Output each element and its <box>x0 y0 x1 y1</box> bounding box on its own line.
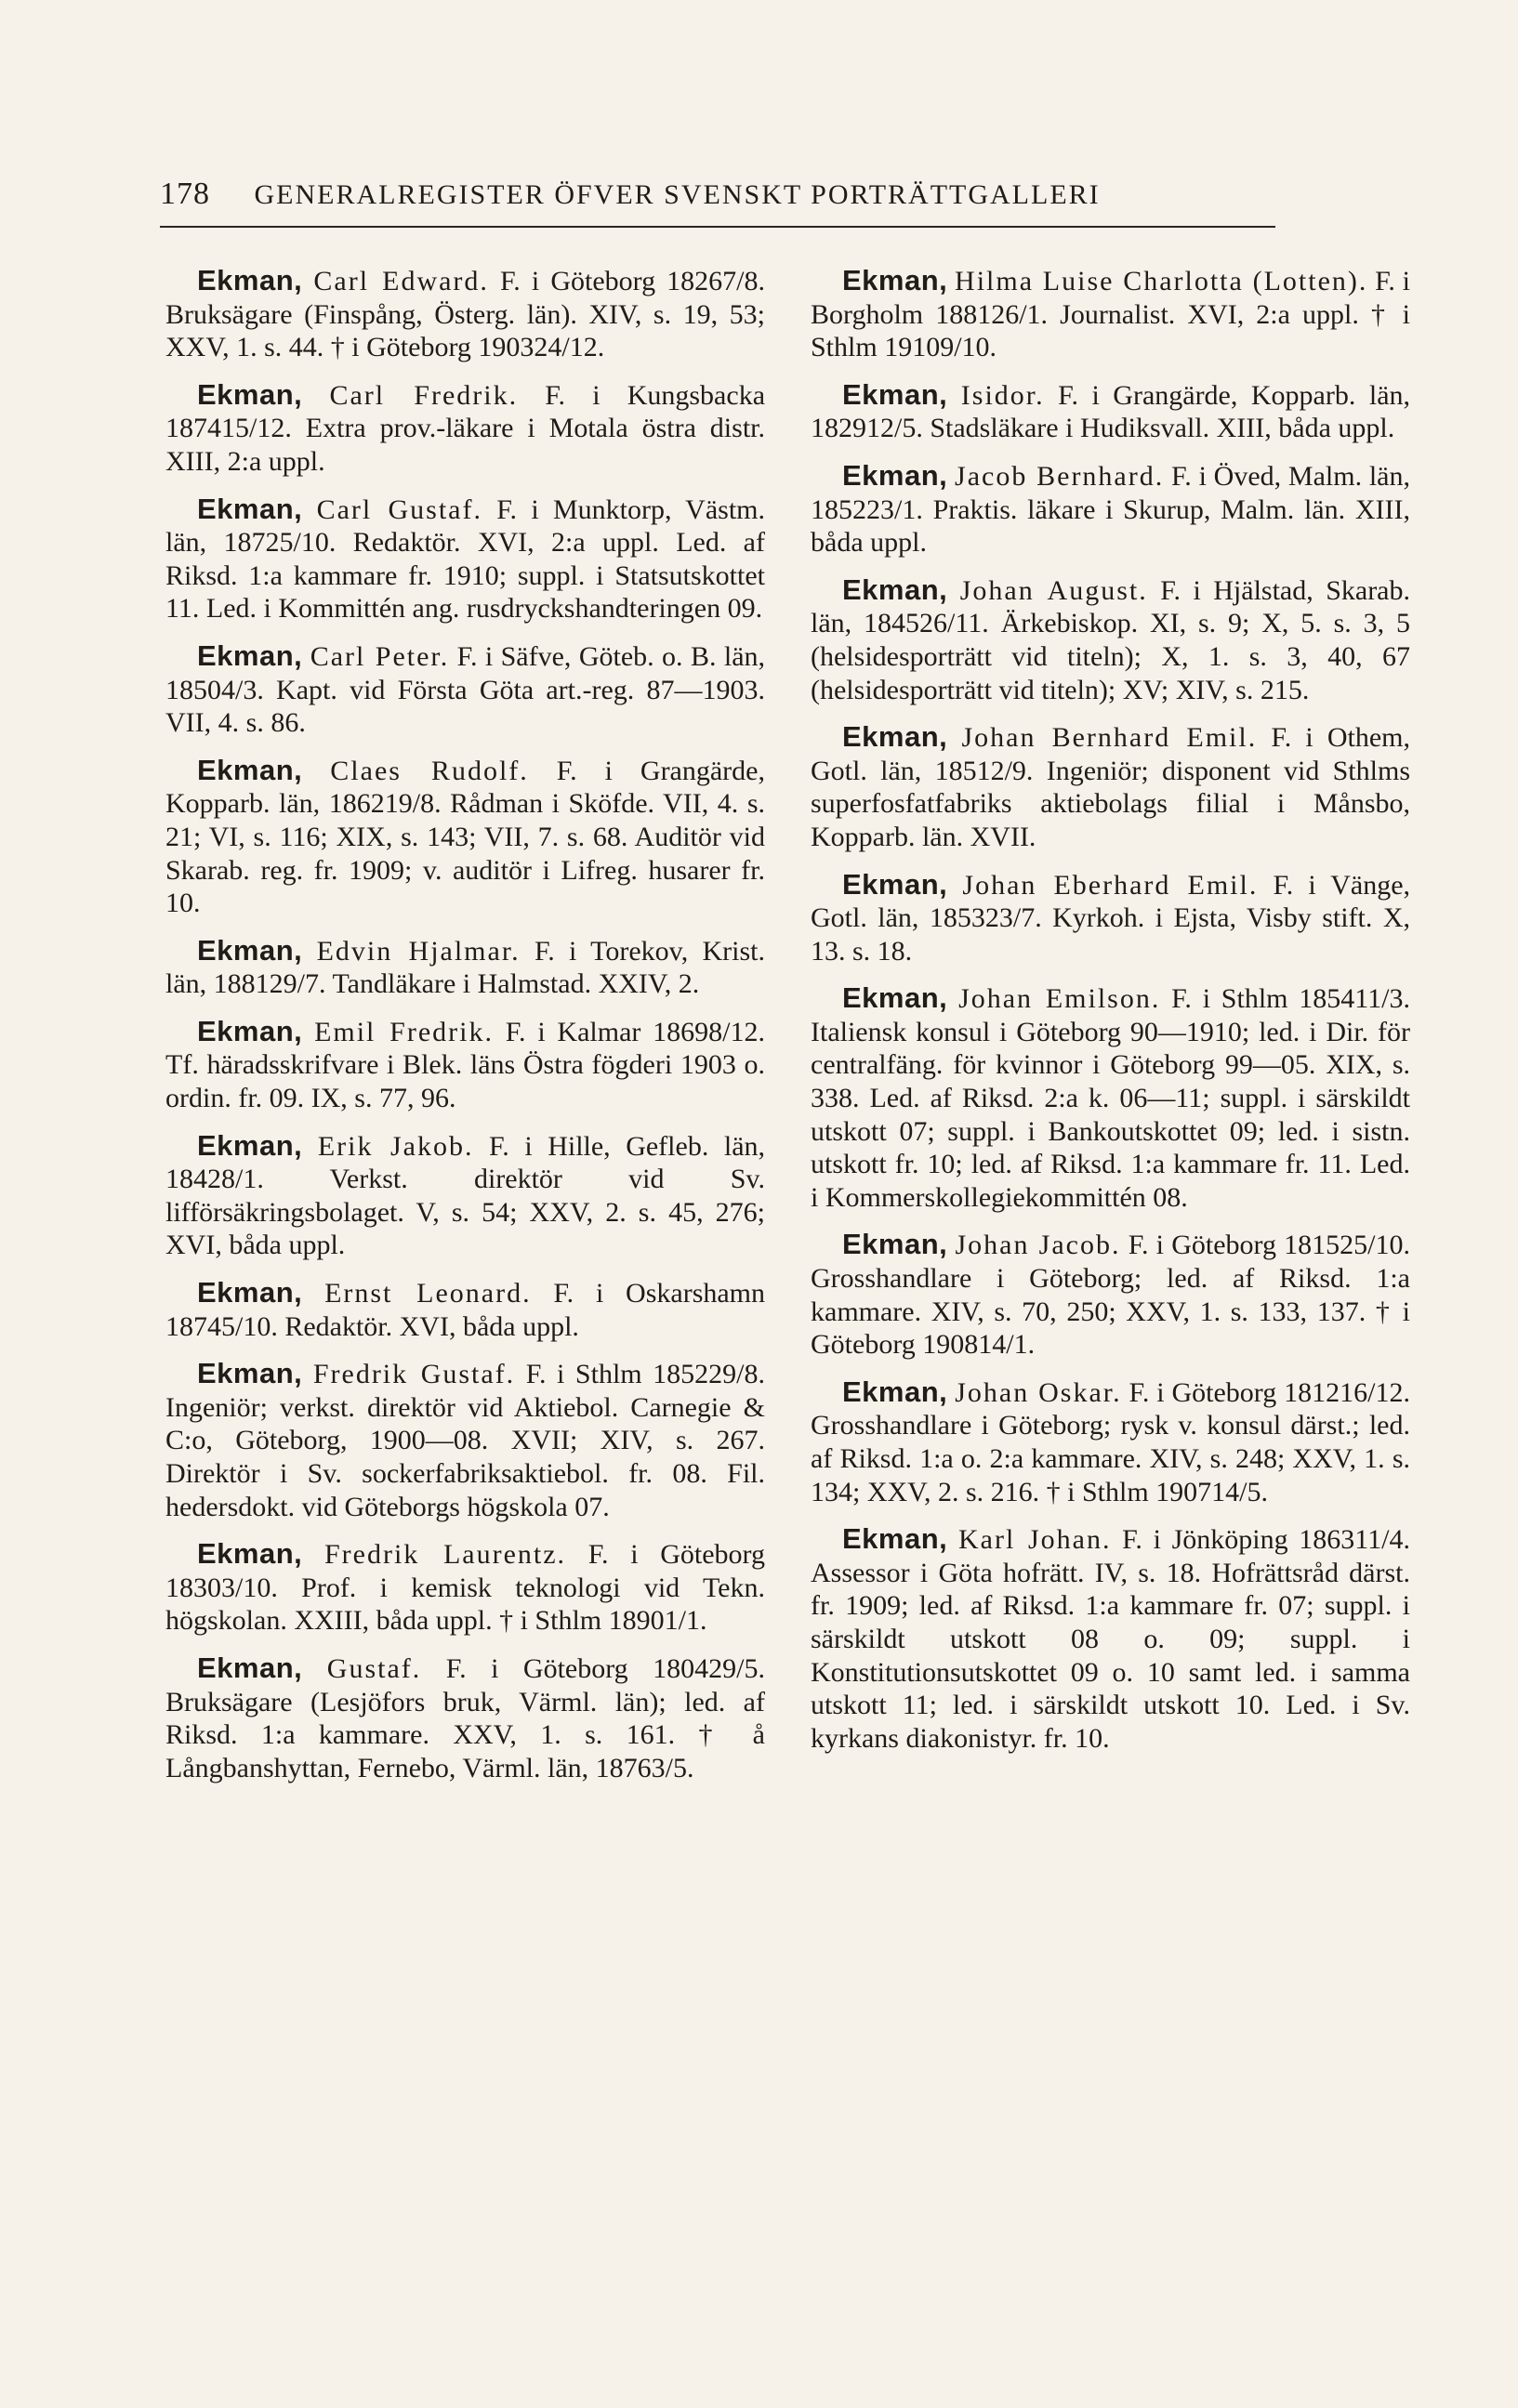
entry-text: F. i Göteborg 181216/12. Grosshandlare i Göteborg; rysk v. konsul därst.; led. af Riksd. 1:a o. 2:a kammare. XIV, s. 248; XXV, 1. s. 134; XXV, 2. s. 216. † i Sthlm 190714/5. <box>811 1376 1411 1507</box>
register-entry <box>165 493 765 625</box>
entry-surname: Ekman, <box>842 572 948 606</box>
entry-text: F. i Kalmar 18698/12. Tf. häradsskrifvare i Blek. läns Östra fögderi 1903 o. ordin. fr. 09. IX, s. 77, 96. <box>165 1016 765 1114</box>
entry-text: F. i Munktorp, Västm. län, 18725/10. Redaktör. XVI, 2:a uppl. Led. af Riksd. 1:a kammare fr. 1910; suppl. i Statsutskottet 11. Led. i Kommittén ang. rusdryckshandteringen 09. <box>165 493 766 625</box>
entry-given-names: Johan August. <box>959 574 1148 606</box>
entry-text: F. i Grangärde, Kopparb. län, 182912/5. Stadsläkare i Hudiksvall. XIII, båda uppl. <box>811 379 1411 444</box>
entry-surname: Ekman, <box>842 264 948 296</box>
entry-surname: Ekman, <box>197 1276 303 1309</box>
entry-given-names: Gustaf. <box>326 1652 422 1684</box>
register-entry <box>165 378 765 479</box>
entry-surname: Ekman, <box>842 1522 948 1556</box>
running-header <box>160 177 1275 212</box>
entry-given-names: Claes Rudolf. <box>330 755 529 786</box>
entry-text: F. i Sthlm 185229/8. Ingeniör; verkst. direktör vid Aktiebol. Carnegie & C:o, Göteborg, 1900—08. XVII; XIV, s. 267. Direktör i Sv. sockerfabriksaktiebol. fr. 08. Fil. hedersdokt. vid Göteborgs högskola 07. <box>165 1359 765 1522</box>
entry-surname: Ekman, <box>842 458 948 492</box>
entry-surname: Ekman, <box>842 377 948 411</box>
entry-given-names: Jacob Bernhard. <box>955 460 1165 492</box>
register-entry <box>811 378 1410 445</box>
entry-text: F. i Göteborg 180429/5. Bruksägare (Lesjöfors bruk, Värml. län); led. af Riksd. 1:a kammare. XXV, 1. s. 161. † å Långbanshyttan, Fernebo, Värml. län, 18763/5. <box>165 1652 766 1783</box>
entry-given-names: Carl Gustaf. <box>316 493 482 525</box>
page-number: 178 <box>160 177 210 211</box>
entry-given-names: Johan Jacob. <box>955 1230 1121 1261</box>
register-entry <box>165 1129 765 1262</box>
entry-surname: Ekman, <box>842 867 948 901</box>
register-entry <box>811 720 1410 853</box>
entry-given-names: Johan Eberhard Emil. <box>962 869 1259 901</box>
entry-surname: Ekman, <box>197 1651 303 1684</box>
entry-text: F. i Borgholm 188126/1. Journalist. XVI, 2:a uppl. † i Sthlm 19109/10. <box>811 266 1411 363</box>
register-entry <box>811 1228 1410 1361</box>
entry-surname: Ekman, <box>197 638 303 672</box>
register-entry <box>165 264 765 364</box>
entry-surname: Ekman, <box>197 1014 303 1047</box>
entry-given-names: Edvin Hjalmar. <box>316 935 521 967</box>
register-entry <box>811 981 1410 1214</box>
entry-surname: Ekman, <box>842 1228 948 1261</box>
entry-text: F. i Öved, Malm. län, 185223/1. Praktis. läkare i Skurup, Malm. län. XIII, båda uppl. <box>811 460 1410 559</box>
entry-text: F. i Kungsbacka 187415/12. Extra prov.-läkare i Motala östra distr. XIII, 2:a uppl. <box>165 379 766 477</box>
entry-surname: Ekman, <box>197 264 303 296</box>
entry-given-names: Hilma Luise Charlotta (Lotten). <box>955 266 1368 296</box>
entry-surname: Ekman, <box>197 377 303 411</box>
entry-given-names: Carl Edward. <box>313 266 489 296</box>
entry-text: F. i Göteborg 18267/8. Bruksägare (Finspång, Österg. län). XIV, s. 19, 53; XXV, 1. s. 44. † i Göteborg 190324/12. <box>165 266 766 363</box>
entry-given-names: Karl Johan. <box>957 1524 1112 1556</box>
header-rule <box>160 226 1275 228</box>
register-entry <box>811 1375 1410 1508</box>
entry-text: F. i Hjälstad, Skarab. län, 184526/11. Ärkebiskop. XI, s. 9; X, 5. s. 3, 5 (helsidesporträtt vid titeln); X, 1. s. 3, 40, 67 (helsidesporträtt vid titeln); XV; XIV, s. 215. <box>811 574 1410 705</box>
entry-given-names: Fredrik Laurentz. <box>323 1539 567 1571</box>
entry-given-names: Emil Fredrik. <box>314 1016 494 1047</box>
entry-surname: Ekman, <box>842 981 948 1015</box>
entry-given-names: Johan Oskar. <box>955 1376 1122 1408</box>
entry-given-names: Carl Fredrik. <box>329 379 519 411</box>
register-entry <box>165 1015 765 1115</box>
register-entry <box>165 934 765 1001</box>
entry-surname: Ekman, <box>197 933 303 967</box>
entry-given-names: Carl Peter. <box>310 640 450 672</box>
entry-text: F. i Göteborg 181525/10. Grosshandlare i Göteborg; led. af Riksd. 1:a kammare. XIV, s. 70, 250; XXV, 1. s. 133, 137. † i Göteborg 190814/1. <box>811 1230 1411 1361</box>
entry-surname: Ekman, <box>842 720 948 754</box>
entry-given-names: Isidor. <box>960 379 1045 411</box>
entry-text: F. i Grangärde, Kopparb. län, 186219/8. Rådman i Sköfde. VII, 4. s. 21; VI, s. 116; XIX, s. 143; VII, 7. s. 68. Auditör vid Skarab. reg. fr. 1909; v. auditör i Lifreg. husarer fr. 10. <box>165 755 765 919</box>
entry-given-names: Ernst Leonard. <box>324 1278 532 1309</box>
running-title: GENERALREGISTER ÖFVER SVENSKT PORTRÄTTGALLERI <box>254 179 1101 210</box>
entry-text: F. i Jönköping 186311/4. Assessor i Göta hofrätt. IV, s. 18. Hofrättsråd därst. fr. 1909; led. af Riksd. 1:a kammare fr. 07; suppl. i särskildt utskott 08 o. 09; suppl. i Konstitutionsutskottet 09 o. 10 samt led. i samma utskott 11; led. i särskildt utskott 10. Led. i Sv. kyrkans diakonistyr. fr. 10. <box>811 1524 1411 1754</box>
entry-text: F. i Sthlm 185411/3. Italiensk konsul i Göteborg 90—1910; led. i Dir. för centralfäng. för kvinnor i Göteborg 99—05. XIX, s. 338. Led. af Riksd. 2:a k. 06—11; suppl. i särskildt utskott 07; suppl. i Bankoutskottet 09; led. i sistn. utskott fr. 10; led. af Riksd. 1:a kammare fr. 11. Led. i Kommerskollegiekommittén 08. <box>811 983 1410 1213</box>
left-column <box>165 264 765 1798</box>
entry-surname: Ekman, <box>842 1375 948 1408</box>
entry-text: F. i Vänge, Gotl. län, 185323/7. Kyrkoh. i Ejsta, Visby stift. X, 13. s. 18. <box>811 869 1411 967</box>
entry-text: F. i Oskarshamn 18745/10. Redaktör. XVI, båda uppl. <box>165 1278 766 1342</box>
entry-text: F. i Hille, Gefleb. län, 18428/1. Verkst. direktör vid Sv. lifförsäkringsbolaget. V, s. 54; XXV, 2. s. 45, 276; XVI, båda uppl. <box>165 1130 766 1261</box>
register-entry <box>811 264 1410 364</box>
entry-surname: Ekman, <box>197 1537 303 1571</box>
entry-given-names: Johan Emilson. <box>958 983 1161 1015</box>
entry-text: F. i Säfve, Göteb. o. B. län, 18504/3. Kapt. vid Första Göta art.-reg. 87—1903. VII, 4. s. 86. <box>165 640 766 739</box>
entry-surname: Ekman, <box>197 492 303 525</box>
entry-text: F. i Göteborg 18303/10. Prof. i kemisk teknologi vid Tekn. högskolan. XXIII, båda uppl. † i Sthlm 18901/1. <box>165 1539 765 1637</box>
register-entry <box>165 1651 765 1784</box>
entry-given-names: Erik Jakob. <box>317 1130 474 1162</box>
register-entry <box>165 1276 765 1343</box>
register-entry <box>811 868 1410 968</box>
right-column <box>811 264 1410 1769</box>
entry-surname: Ekman, <box>197 1128 303 1162</box>
register-entry <box>165 1357 765 1523</box>
entry-text: F. i Othem, Gotl. län, 18512/9. Ingeniör; disponent vid Sthlms superfosfatfabriks aktiebolags filial i Månsbo, Kopparb. län. XVII. <box>811 722 1411 852</box>
register-entry <box>165 1537 765 1638</box>
entry-surname: Ekman, <box>197 1357 303 1390</box>
register-entry <box>811 1522 1410 1755</box>
entry-surname: Ekman, <box>197 753 303 786</box>
register-entry <box>811 573 1410 706</box>
register-entry <box>165 639 765 740</box>
entry-text: F. i Torekov, Krist. län, 188129/7. Tandläkare i Halmstad. XXIV, 2. <box>165 935 766 1000</box>
register-entry <box>165 754 765 920</box>
register-entry <box>811 459 1410 559</box>
entry-given-names: Fredrik Gustaf. <box>312 1359 516 1390</box>
entry-given-names: Johan Bernhard Emil. <box>961 722 1258 754</box>
